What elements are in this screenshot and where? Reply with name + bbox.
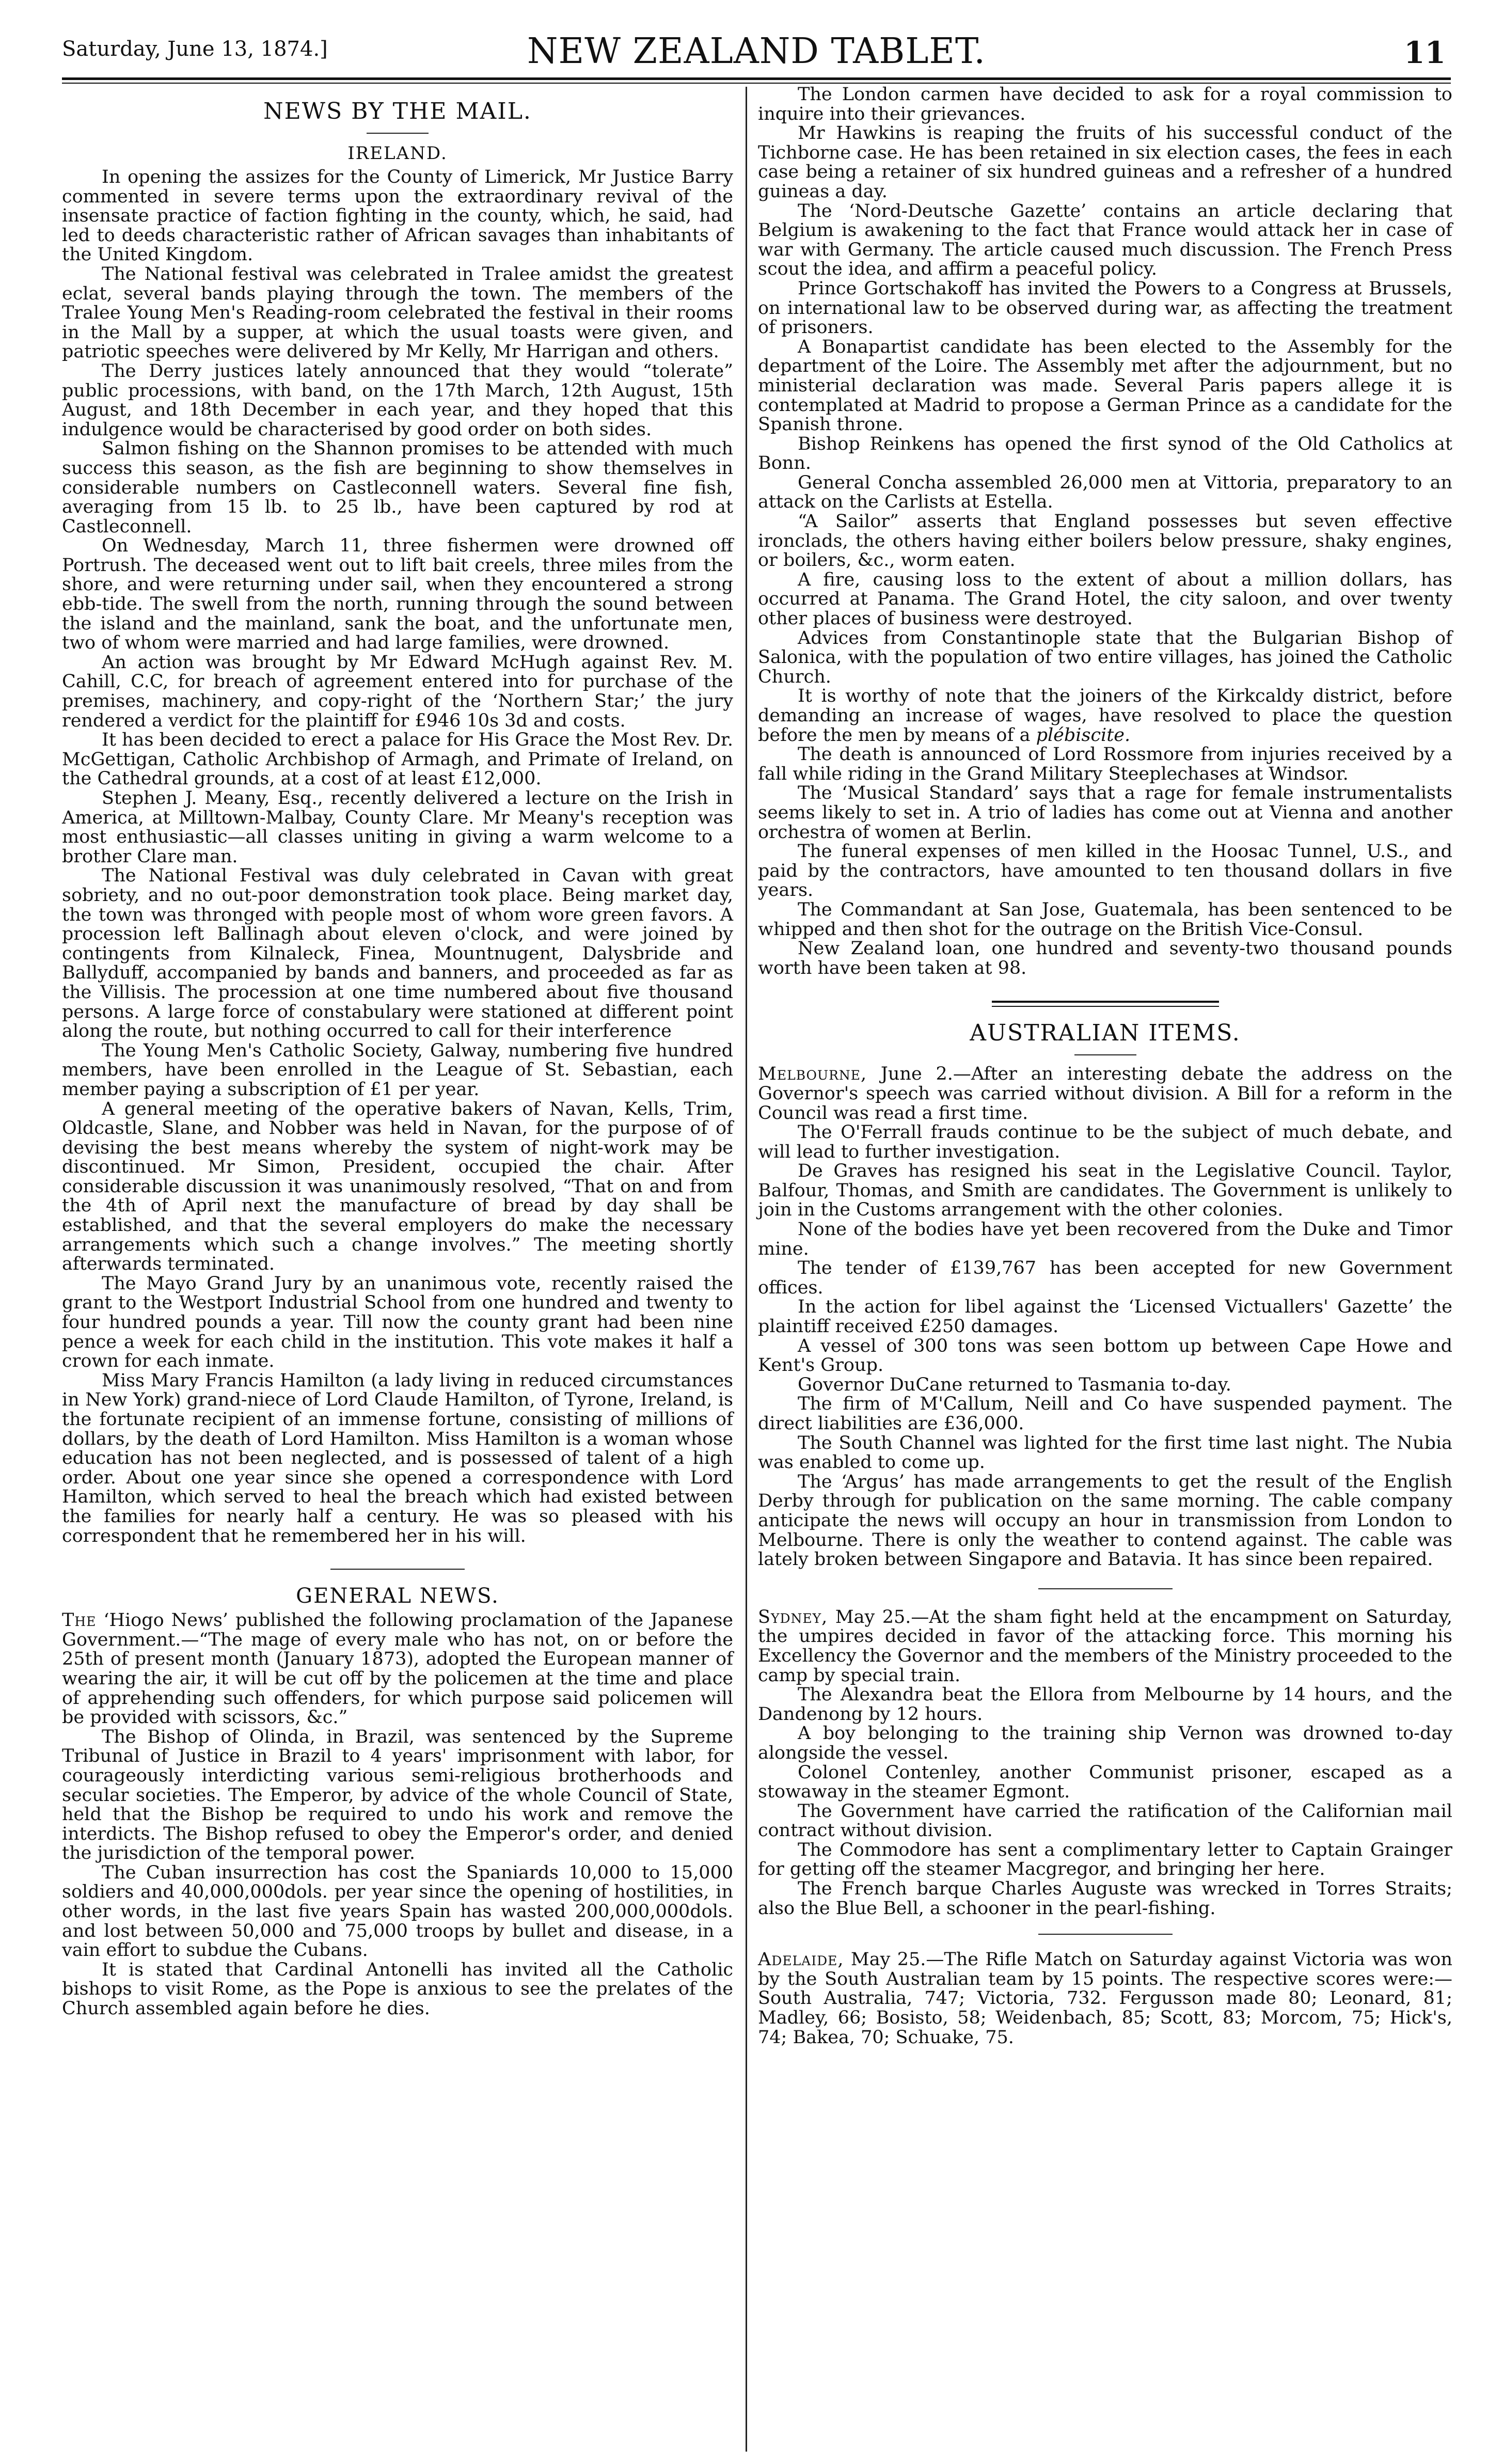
- article-paragraph: In opening the assizes for the County of Limerick, Mr Justice Barry commented in severe terms upon the extraordinary revival of the insensate practice of faction fighting in the county, which, he said, had led to deeds characteristic rather of African savages than inhabitants of the United Kingdom.: [62, 167, 733, 265]
- right-column: [758, 85, 1452, 2047]
- article-paragraph: The Cuban insurrection has cost the Spaniards 10,000 to 15,000 soldiers and 40,000,000dols. per year since the opening of hostilities, in other words, in the last five years Spain has wasted 200,000,000dols. and lost between 50,000 and 75,000 troops by bullet and disease, in a vain effort to subdue the Cubans.: [62, 1862, 733, 1961]
- lead-word: The: [62, 1610, 97, 1631]
- section-double-rule: [992, 1001, 1219, 1007]
- article-paragraph: Miss Mary Francis Hamilton (a lady living in reduced circumstances in New York) grand-niece of Lord Claude Hamilton, of Tyrone, Ireland, is the fortunate recipient of an immense fortune, consisting of millions of dollars, by the death of Lord Hamilton. Miss Hamilton is a woman whose education has not been neglected, and is possessed of talent of a high order. About one year since she opened a correspondence with Lord Hamilton, which served to heal the breach which had existed between the families for nearly half a century. He was so pleased with his correspondent that he remembered her in his will.: [62, 1370, 733, 1546]
- heading-rule: [367, 133, 429, 134]
- article-paragraph: It has been decided to erect a palace for His Grace the Most Rev. Dr. McGettigan, Catholic Archbishop of Armagh, and Primate of Ireland, on the Cathedral grounds, at a cost of at least £12,000.: [62, 730, 733, 789]
- masthead-rule-thin: [62, 83, 1451, 84]
- article-paragraph: New Zealand loan, one hundred and seventy-two thousand pounds worth have been taken at 98.: [758, 938, 1452, 978]
- left-column: [62, 85, 733, 2019]
- article-paragraph: De Graves has resigned his seat in the Legislative Council. Taylor, Balfour, Thomas, and Smith are candidates. The Government is unlikely to join in the Customs arrangement with the other colonies.: [758, 1161, 1452, 1221]
- article-paragraph: The Derry justices lately announced that they would “tolerate” public processions, with band, on the 17th March, 12th August, 15th August, and 18th December in each year, and they hoped that this indulgence would be characterised by good order on both sides.: [62, 360, 733, 440]
- article-paragraph: The tender of £139,767 has been accepted for new Government offices.: [758, 1258, 1452, 1298]
- general-news-heading: GENERAL NEWS.: [296, 1584, 499, 1608]
- article-paragraph: A boy belonging to the training ship Vernon was drowned to-day alongside the vessel.: [758, 1723, 1452, 1763]
- article-paragraph: A Bonapartist candidate has been elected to the Assembly for the department of the Loire. The Assembly met after the adjournment, but no ministerial declaration was made. Several Paris papers allege it is contemplated at Madrid to propose a German Prince as a candidate for the Spanish throne.: [758, 336, 1452, 435]
- article-paragraph: The South Channel was lighted for the first time last night. The Nubia was enabled to come up.: [758, 1432, 1452, 1473]
- section-rule: [330, 1569, 465, 1570]
- article-paragraph: The firm of M'Callum, Neill and Co have suspended payment. The direct liabilities are £36,000.: [758, 1394, 1452, 1434]
- section-rule: [1038, 1934, 1173, 1935]
- article-paragraph: Bishop Reinkens has opened the first synod of the Old Catholics at Bonn.: [758, 433, 1452, 474]
- article-paragraph: Governor DuCane returned to Tasmania to-day.: [798, 1374, 1231, 1395]
- article-paragraph: A general meeting of the operative bakers of Navan, Kells, Trim, Oldcastle, Slane, and Nobber was held in Navan, for the purpose of of devising the best means whereby the system of night-work may be discontinued. Mr Simon, President, occupied the chair. After considerable discussion it was unanimously resolved, “That on and from the 4th of April next the manufacture of bread by day shall be established, and that the several employers do make the necessary arrangements which such a change involves.” The meeting shortly afterwards terminated.: [62, 1098, 733, 1275]
- adelaide-dispatch: [758, 1950, 1452, 2047]
- article-paragraph-lead: [62, 1611, 733, 1728]
- article-paragraph: The ‘Argus’ has made arrangements to get the result of the English Derby through for publication on the same morning. The cable company anticipate the news will occupy an hour in transmission from London to Melbourne. There is only the weather to contend against. The cable was lately broken between Singapore and Batavia. It has since been repaired.: [758, 1471, 1452, 1570]
- article-paragraph: The Alexandra beat the Ellora from Melbourne by 14 hours, and the Dandenong by 12 hours.: [758, 1684, 1452, 1725]
- issue-date: Saturday, June 13, 1874.]: [62, 37, 328, 61]
- article-paragraph: In the action for libel against the ‘Licensed Victuallers' Gazette’ the plaintiff received £250 damages.: [758, 1297, 1452, 1337]
- article-paragraph: None of the bodies have yet been recovered from the Duke and Timor mine.: [758, 1219, 1452, 1259]
- lead-paragraph-text: ‘Hiogo News’ published the following proclamation of the Japanese Government.—“The mage of every male who has not, on or before the 25th of present month (January 1873), adopted the European manner of wearing the air, it will be cut off by the policemen at the time and place of apprehending such offenders, for which purpose said policemen will be provided with scissors, &c.”: [62, 1610, 733, 1728]
- article-paragraph: A fire, causing loss to the extent of about a million dollars, has occurred at Panama. The Grand Hotel, the city saloon, and over twenty other places of business were destroyed.: [758, 569, 1452, 629]
- article-paragraph: It is stated that Cardinal Antonelli has invited all the Catholic bishops to visit Rome, as the Pope is anxious to see the prelates of the Church assembled again before he dies.: [62, 1959, 733, 2019]
- article-paragraph: The Bishop of Olinda, in Brazil, was sentenced by the Supreme Tribunal of Justice in Brazil to 4 years' imprisonment with labor, for courageously interdicting various semi-religious brotherhoods and secular societies. The Emperor, by advice of the whole Council of State, held that the Bishop be required to undo his work and remove the interdicts. The Bishop refused to obey the Emperor's order, and denied the jurisdiction of the temporal power.: [62, 1726, 733, 1864]
- article-paragraph: The Commodore has sent a complimentary letter to Captain Grainger for getting off the steamer Macgregor, and bringing her here.: [758, 1839, 1452, 1880]
- article-paragraph: Salmon fishing on the Shannon promises to be attended with much success this season, as the fish are beginning to show themselves in considerable numbers on Castleconnell waters. Several fine fish, averaging from 15 lb. to 25 lb., have been captured by rod at Castleconnell.: [62, 438, 733, 537]
- dispatch-text: May 25.—The Rifle Match on Saturday against Victoria was won by the South Australian team by 15 points. The respective scores were:—South Australia, 747; Victoria, 732. Fergusson made 80; Leonard, 81; Madley, 66; Bosisto, 58; Weidenbach, 85; Scott, 83; Morcom, 75; Hick's, 74; Bakea, 70; Schuake, 75.: [758, 1949, 1452, 2048]
- article-paragraph: Mr Hawkins is reaping the fruits of his successful conduct of the Tichborne case. He has been retained in six election cases, the fees in each case being a retainer of six hundred guineas and a refresher of a hundred guineas a day.: [758, 123, 1452, 202]
- ireland-heading: IRELAND.: [347, 143, 448, 164]
- article-paragraph: A vessel of 300 tons was seen bottom up between Cape Howe and Kent's Group.: [758, 1335, 1452, 1376]
- plebiscite-word: plébiscite.: [1036, 724, 1131, 746]
- dateline: Melbourne,: [758, 1064, 867, 1085]
- article-paragraph: The Government have carried the ratification of the Californian mail contract without division.: [758, 1800, 1452, 1841]
- dispatch-text: May 25.—At the sham fight held at the encampment on Saturday, the umpires decided in favor of the attacking force. This morning his Excellency the Governor and the members of the Ministry proceeded to the camp by special train.: [758, 1606, 1452, 1686]
- column-divider: [746, 87, 747, 2452]
- article-paragraph: The Young Men's Catholic Society, Galway, numbering five hundred members, have been enrolled in the League of St. Sebastian, each member paying a subscription of £1 per year.: [62, 1040, 733, 1100]
- article-paragraph: Stephen J. Meany, Esq., recently delivered a lecture on the Irish in America, at Milltown-Malbay, County Clare. Mr Meany's reception was most enthusiastic—all classes uniting in giving a warm welcome to a brother Clare man.: [62, 788, 733, 867]
- masthead: [62, 4, 1451, 76]
- news-by-mail-heading: NEWS BY THE MAIL.: [263, 98, 532, 124]
- article-paragraph: On Wednesday, March 11, three fishermen were drowned off Portrush. The deceased went out to lift bait creels, three miles from the shore, and were returning under sail, when they encountered a strong ebb-tide. The swell from the north, running through the sound between the island and the mainland, sank the boat, and the unfortunate men, two of whom were married and had large families, were drowned.: [62, 535, 733, 654]
- article-paragraph: The French barque Charles Auguste was wrecked in Torres Straits; also the Blue Bell, a schooner in the pearl-fishing.: [758, 1878, 1452, 1919]
- article-paragraph: [758, 687, 1452, 745]
- article-paragraph: The Mayo Grand Jury by an unanimous vote, recently raised the grant to the Westport Industrial School from one hundred and twenty to four hundred pounds a year. Till now the county grant had been nine pence a week for each child in the institution. This vote makes it half a crown for each inmate.: [62, 1273, 733, 1372]
- kirkcaldy-text: It is worthy of note that the joiners of the Kirkcaldy district, before demanding an increase of wages, have resolved to place the question before the men by means of a: [758, 686, 1452, 746]
- article-paragraph: Advices from Constantinople state that the Bulgarian Bishop of Salonica, with the population of two entire villages, has joined the Catholic Church.: [758, 627, 1452, 687]
- masthead-rule: [62, 77, 1451, 80]
- dateline: Adelaide,: [758, 1949, 844, 1970]
- article-paragraph: The death is announced of Lord Rossmore from injuries received by a fall while riding in the Grand Military Steeplechases at Windsor.: [758, 744, 1452, 784]
- section-rule: [1038, 1588, 1173, 1589]
- australian-items-heading: AUSTRALIAN ITEMS.: [970, 1020, 1241, 1047]
- melbourne-dispatch: [758, 1065, 1452, 1123]
- article-paragraph: The Commandant at San Jose, Guatemala, has been sentenced to be whipped and then shot for the outrage on the British Vice-Consul.: [758, 899, 1452, 940]
- article-paragraph: The ‘Musical Standard’ says that a rage for female instrumentalists seems likely to set in. A trio of ladies has come out at Vienna and another orchestra of women at Berlin.: [758, 783, 1452, 843]
- dispatch-text: June 2.—After an interesting debate the address on the Governor's speech was carried without division. A Bill for a reform in the Council was read a first time.: [758, 1064, 1452, 1124]
- article-paragraph: The National festival was celebrated in Tralee amidst the greatest eclat, several bands playing through the town. The members of the Tralee Young Men's Reading-room celebrated the festival in their rooms in the Mall by a supper, at which the usual toasts were given, and patriotic speeches were delivered by Mr Kelly, Mr Harrigan and others.: [62, 263, 733, 362]
- article-paragraph: The O'Ferrall frauds continue to be the subject of much debate, and will lead to further investigation.: [758, 1122, 1452, 1162]
- sydney-dispatch: [758, 1608, 1452, 1685]
- article-paragraph: “A Sailor” asserts that England possesses but seven effective ironclads, the others having either boilers below pressure, shaky engines, or boilers, &c., worm eaten.: [758, 511, 1452, 571]
- article-paragraph: The funeral expenses of men killed in the Hoosac Tunnel, U.S., and paid by the contractors, have amounted to ten thousand dollars in five years.: [758, 841, 1452, 901]
- heading-rule: [1074, 1054, 1136, 1055]
- article-paragraph: Prince Gortschakoff has invited the Powers to a Congress at Brussels, on international law to be observed during war, as affecting the treatment of prisoners.: [758, 278, 1452, 338]
- dateline: Sydney,: [758, 1606, 828, 1628]
- article-paragraph: General Concha assembled 26,000 men at Vittoria, preparatory to an attack on the Carlists at Estella.: [758, 472, 1452, 513]
- newspaper-title: NEW ZEALAND TABLET.: [527, 31, 986, 72]
- article-paragraph: Colonel Contenley, another Communist prisoner, escaped as a stowaway in the steamer Egmont.: [758, 1762, 1452, 1803]
- article-paragraph: The National Festival was duly celebrated in Cavan with great sobriety, and no out-poor demonstration took place. Being market day, the town was thronged with people most of whom wore green favors. A procession left Ballinagh about eleven o'clock, and were joined by contingents from Kilnaleck, Finea, Mountnugent, Dalysbride and Ballyduff, accompanied by bands and banners, and proceeded as far as the Villisis. The procession at one time numbered about five thousand persons. A large force of constabulary were stationed at different point along the route, but nothing occurred to call for their interference: [62, 865, 733, 1042]
- article-paragraph: The ‘Nord-Deutsche Gazette’ contains an article declaring that Belgium is awakening to the fact that France would attack her in case of war with Germany. The article caused much discussion. The French Press scout the idea, and affirm a peaceful policy.: [758, 200, 1452, 280]
- article-paragraph: An action was brought by Mr Edward McHugh against Rev. M. Cahill, C.C, for breach of agreement entered into for purchase of the premises, machinery, and copy-right of the ‘Northern Star;’ the jury rendered a verdict for the plaintiff for £946 10s 3d and costs.: [62, 652, 733, 731]
- article-paragraph: The London carmen have decided to ask for a royal commission to inquire into their grievances.: [758, 84, 1452, 124]
- page-number: 11: [1404, 35, 1446, 70]
